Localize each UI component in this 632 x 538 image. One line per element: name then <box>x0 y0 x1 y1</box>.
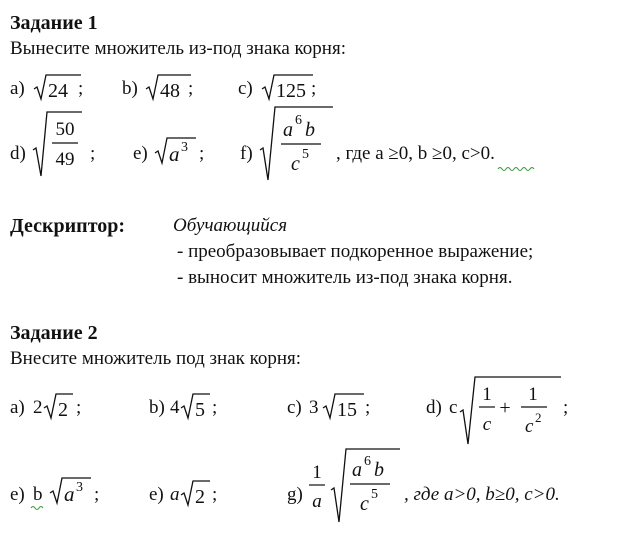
task1-item-b-radicand: 48 <box>160 80 180 102</box>
task1-item-f-num-exponent: 6 <box>295 113 302 128</box>
spellcheck-underline-icon <box>31 505 45 511</box>
task1-item-e-base: a <box>169 142 180 166</box>
task2-item-b-sep: ; <box>212 397 218 418</box>
task1-item-d-sep: ; <box>90 143 96 164</box>
task1-item-f-expression <box>259 104 335 184</box>
task2-item-e-expression <box>49 475 95 507</box>
task1-item-e-sep: ; <box>199 143 205 164</box>
task2-item-g-coefficient <box>306 450 330 520</box>
task2-item-a-expression <box>43 392 77 422</box>
spellcheck-underline-icon <box>498 166 538 172</box>
task1-item-b-sep: ; <box>188 78 194 99</box>
task1-item-c-radicand: 125 <box>276 80 306 102</box>
task2-title: Задание 2 <box>10 322 98 344</box>
task2-item-e-exponent: 3 <box>76 480 83 495</box>
task2-item-b-radicand: 5 <box>195 399 205 421</box>
task2-item-d-frac2-den-exponent: 2 <box>535 410 542 425</box>
descriptor-subject: Обучающийся <box>173 215 288 236</box>
task2-item-d-expression <box>459 374 563 448</box>
task2-item-g-coef-den: a <box>312 491 322 512</box>
task2-item-c-sep: ; <box>365 397 371 418</box>
task2-item-a-sep: ; <box>76 397 82 418</box>
task2-item-g-expression <box>330 446 402 526</box>
task1-item-d-numerator: 50 <box>55 119 75 140</box>
task2-item-g-num-base: a <box>352 459 362 481</box>
task1-item-e-exponent: 3 <box>181 140 188 155</box>
task1-item-d-denominator: 49 <box>55 149 75 170</box>
task2-item-g-den-base: c <box>360 493 369 515</box>
task1-title: Задание 1 <box>10 12 98 34</box>
task2-item-g-num-tail: b <box>374 459 384 481</box>
task1-item-f-label: f) <box>240 143 253 164</box>
task2-item-e-coef: b <box>33 484 43 505</box>
task1-item-c-expression <box>261 73 317 103</box>
task2-item-e-base: a <box>64 482 75 506</box>
task2-item-a-label: a) <box>10 397 25 418</box>
task2-item-f-sep: ; <box>212 484 218 505</box>
task2-item-a-radicand: 2 <box>58 399 68 421</box>
task2-item-g-label: g) <box>287 484 303 505</box>
task2-item-c-expression <box>322 392 371 422</box>
task1-item-e-label: e) <box>133 143 148 164</box>
task1-item-f-num-tail: b <box>305 119 315 141</box>
descriptor-label: Дескриптор: <box>10 215 126 237</box>
task1-item-a-radicand: 24 <box>48 80 68 102</box>
task2-item-d-plus: + <box>499 397 511 419</box>
task2-item-c-radicand: 15 <box>337 399 357 421</box>
task1-item-f-den-exponent: 5 <box>302 147 309 162</box>
task1-item-a-expression <box>33 73 83 103</box>
task2-instruction: Внесите множитель под знак корня: <box>10 348 302 369</box>
task1-item-c-label: c) <box>238 78 253 99</box>
task2-item-b-expression <box>180 392 214 422</box>
task2-item-g-num-exponent: 6 <box>364 454 371 469</box>
task2-item-f-expression <box>180 479 214 509</box>
task2-item-f-label: e) <box>149 484 164 505</box>
task2-item-g-coef-num: 1 <box>312 462 322 483</box>
task2-item-b-coef: 4 <box>170 397 180 418</box>
task2-item-g-den-exponent: 5 <box>371 487 378 502</box>
task2-item-d-sep: ; <box>563 397 569 418</box>
descriptor-line-1: - преобразовывает подкоренное выражение; <box>177 241 534 262</box>
task2-item-d-coef: c <box>449 397 458 418</box>
task2-item-e-label: e) <box>10 484 25 505</box>
task1-item-f-den-base: c <box>291 153 300 175</box>
task1-item-b-label: b) <box>122 78 138 99</box>
task2-item-f-coef: a <box>170 484 180 505</box>
task1-item-e-expression <box>154 135 200 167</box>
task1-item-d-label: d) <box>10 143 26 164</box>
task2-item-d-frac2-num: 1 <box>528 384 538 405</box>
task1-item-a-label: a) <box>10 78 25 99</box>
task1-item-d-expression <box>32 110 86 180</box>
task1-item-c-sep: ; <box>311 78 317 99</box>
task2-item-d-frac1-num: 1 <box>482 384 492 405</box>
task2-item-d-frac2-den-base: c <box>525 416 534 437</box>
descriptor-line-2: - выносит множитель из-под знака корня. <box>177 267 513 288</box>
task2-item-e-sep: ; <box>94 484 100 505</box>
task2-item-c-coef: 3 <box>309 397 319 418</box>
task1-item-f-num-base: a <box>283 119 293 141</box>
task2-item-a-coef: 2 <box>33 397 43 418</box>
task2-item-f-radicand: 2 <box>195 486 205 508</box>
task2-item-d-label: d) <box>426 397 442 418</box>
task2-item-b-label: b) <box>149 397 165 418</box>
task2-item-d-frac1-den: c <box>482 414 492 435</box>
task1-condition: , где a ≥0, b ≥0, c>0. <box>336 143 495 164</box>
task1-instruction: Вынесите множитель из-под знака корня: <box>10 38 346 59</box>
task1-item-a-sep: ; <box>78 78 84 99</box>
task2-condition: , где a>0, b≥0, c>0. <box>404 484 560 505</box>
task2-item-c-label: c) <box>287 397 302 418</box>
